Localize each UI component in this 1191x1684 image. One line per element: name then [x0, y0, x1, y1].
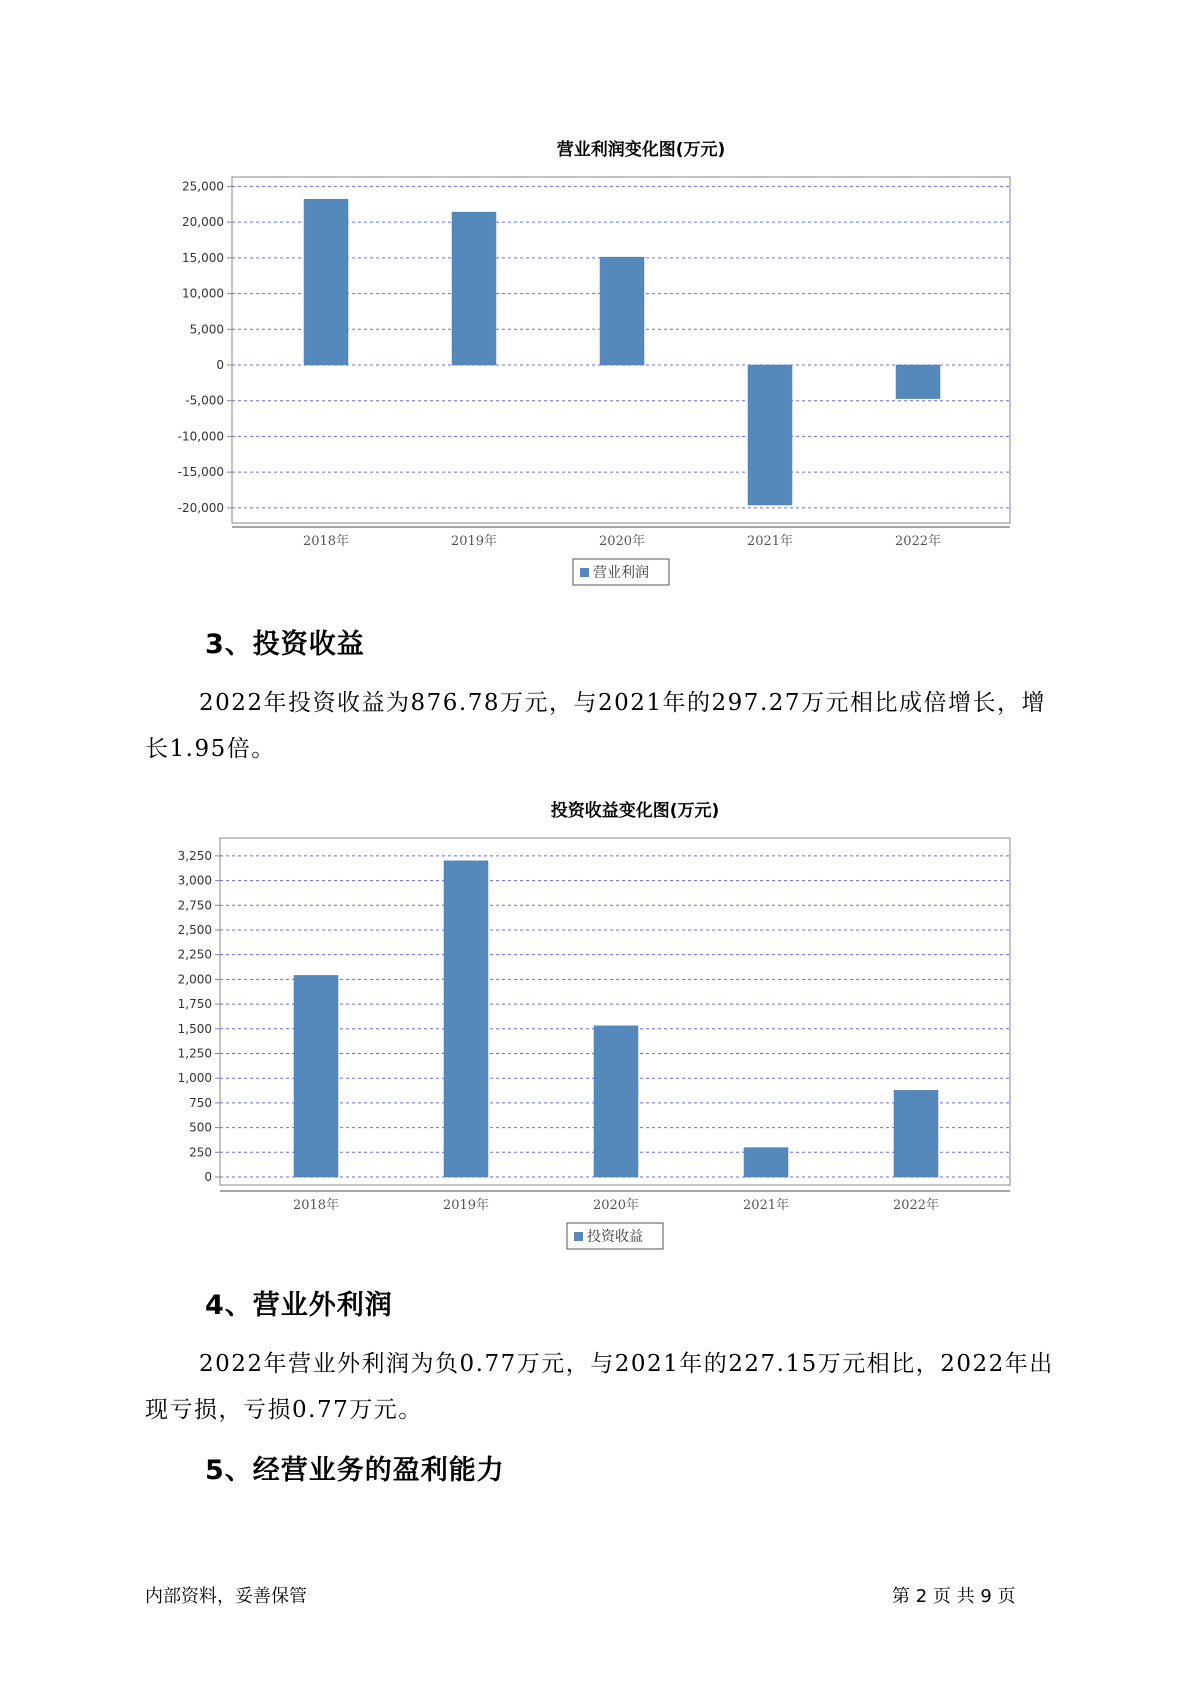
y-tick-label: 750: [189, 1095, 212, 1110]
x-tick-label: 2022年: [894, 534, 942, 549]
bar: [744, 1148, 788, 1177]
footer-confidential-note: 内部资料，妥善保管: [145, 1586, 307, 1607]
y-tick-label: 0: [204, 1170, 212, 1184]
chart-legend: [573, 559, 669, 585]
chart-title: 投资收益变化图(万元): [550, 801, 720, 821]
y-tick-label: 1,500: [177, 1021, 212, 1036]
bar: [294, 975, 338, 1177]
x-tick-label: 2021年: [742, 1198, 790, 1213]
x-tick-label: 2019年: [442, 1198, 490, 1213]
y-tick-label: -5,000: [185, 393, 224, 408]
x-tick-label: 2020年: [592, 1198, 640, 1213]
y-tick-label: 3,000: [177, 873, 212, 888]
y-tick-label: 1,000: [177, 1071, 212, 1086]
chart-title: 营业利润变化图(万元): [556, 140, 726, 160]
y-tick-label: 1,750: [177, 997, 212, 1012]
legend-label: 投资收益: [587, 1229, 643, 1245]
y-tick-label: 15,000: [182, 250, 224, 265]
x-tick-label: 2018年: [302, 534, 350, 549]
y-tick-label: 25,000: [182, 179, 224, 194]
section-4-heading: 4、营业外利润: [205, 1290, 393, 1321]
y-tick-label: 5,000: [189, 322, 224, 337]
operating-profit-chart: [0, 135, 1191, 595]
section-5-heading: 5、经营业务的盈利能力: [205, 1455, 505, 1486]
y-tick-label: 500: [189, 1120, 212, 1135]
legend-swatch: [580, 568, 589, 577]
y-tick-label: 3,250: [177, 848, 212, 863]
x-tick-label: 2019年: [450, 534, 498, 549]
footer-page-number: 第 2 页 共 9 页: [892, 1586, 1016, 1607]
x-tick-label: 2022年: [892, 1198, 940, 1213]
x-tick-label: 2021年: [746, 534, 794, 549]
y-tick-label: 2,000: [177, 972, 212, 987]
y-tick-label: -10,000: [177, 429, 224, 444]
legend-swatch: [574, 1232, 583, 1241]
y-tick-label: 250: [189, 1145, 212, 1160]
y-tick-label: 2,750: [177, 898, 212, 913]
y-tick-label: 1,250: [177, 1046, 212, 1061]
bar: [304, 199, 348, 365]
y-tick-label: 2,500: [177, 922, 212, 937]
x-tick-label: 2020年: [598, 534, 646, 549]
bar: [600, 257, 644, 365]
bar: [444, 861, 488, 1177]
investment-income-chart: [0, 796, 1191, 1256]
section-3-heading: 3、投资收益: [205, 629, 365, 660]
y-tick-label: -15,000: [177, 465, 224, 480]
y-tick-label: 10,000: [182, 286, 224, 301]
bar: [594, 1026, 638, 1177]
y-tick-label: 20,000: [182, 215, 224, 230]
bar: [452, 212, 496, 365]
legend-label: 营业利润: [593, 565, 649, 581]
x-tick-label: 2018年: [292, 1198, 340, 1213]
chart-legend: [567, 1223, 663, 1249]
y-tick-label: 2,250: [177, 947, 212, 962]
bar: [748, 365, 792, 505]
operating-profit-chart-svg: [0, 135, 1191, 595]
bar: [896, 365, 940, 399]
y-tick-label: -20,000: [177, 500, 224, 515]
section-3-paragraph: 2022年投资收益为876.78万元，与2021年的297.27万元相比成倍增长，增长1.95倍。: [145, 690, 1047, 762]
section-4-paragraph: 2022年营业外利润为负0.77万元，与2021年的227.15万元相比，2022年出现亏损，亏损0.77万元。: [145, 1351, 1054, 1423]
bar: [894, 1090, 938, 1177]
y-tick-label: 0: [216, 358, 224, 372]
investment-income-chart-svg: [0, 796, 1191, 1256]
